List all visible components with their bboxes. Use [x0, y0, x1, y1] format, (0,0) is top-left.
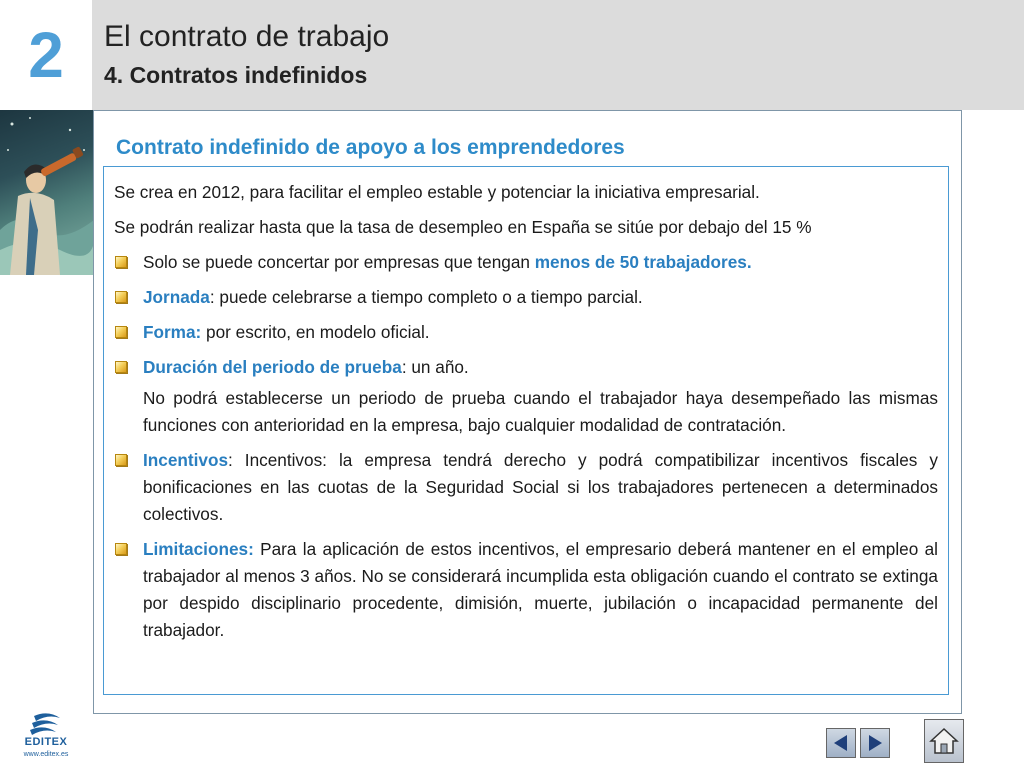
bullet-highlight: Jornada: [143, 287, 210, 307]
bullet-jornada: [114, 284, 938, 311]
bullet-text: : un año.: [401, 357, 469, 377]
bullet-highlight: Forma:: [143, 322, 202, 342]
square-bullet-icon: [115, 361, 127, 373]
arrow-right-icon: [865, 733, 885, 753]
editex-logo-mark-icon: [14, 712, 78, 736]
bullet-periodo-prueba: [114, 354, 938, 381]
next-slide-button[interactable]: [860, 728, 890, 758]
periodo-prueba-note: No podrá establecerse un periodo de prueba cuando el trabajador haya desempeñado las mismas funciones con anterioridad en la empresa, bajo cualquier modalidad de contratación.: [143, 388, 938, 435]
bullet-incentivos: [114, 447, 938, 528]
bullet-highlight: menos de 50 trabajadores.: [534, 252, 752, 272]
square-bullet-icon: [115, 543, 127, 555]
home-icon: [929, 726, 959, 756]
square-bullet-icon: [115, 256, 127, 268]
telescope-person-illustration: [0, 110, 94, 275]
section-title: Contrato indefinido de apoyo a los emprendedores: [116, 136, 625, 159]
illustration-image: [0, 110, 94, 275]
bullet-text: : puede celebrarse a tiempo completo o a tiempo parcial.: [209, 287, 643, 307]
bullet-company-size: [114, 249, 938, 276]
content-box: [103, 166, 949, 695]
bullet-highlight: Incentivos: [143, 450, 229, 470]
chapter-number: 2: [28, 19, 64, 91]
bullet-text: Solo se puede concertar por empresas que tengan: [143, 252, 535, 272]
intro-paragraph-1: Se crea en 2012, para facilitar el empleo estable y potenciar la iniciativa empresarial.: [114, 182, 760, 202]
square-bullet-icon: [115, 291, 127, 303]
bullet-text: Para la aplicación de estos incentivos, el empresario deberá mantener en el empleo al trabajador al menos 3 años. No se considerará incumplida esta obligación cuando el contrato se extinga por despido disciplinario procedente, dimisión, muerte, jubilación o incapacidad permanente del trabajador.: [143, 539, 938, 640]
bullet-text: : Incentivos: la empresa tendrá derecho y podrá compatibilizar incentivos fiscales y bonificaciones en las cuotas de la Seguridad Social si los trabajadores pertenecen a determinados colectivos.: [143, 450, 938, 524]
bullet-forma: [114, 319, 938, 346]
logo-url: www.editex.es: [23, 751, 69, 758]
bullet-highlight: Duración del periodo de prueba: [143, 357, 402, 377]
bullet-highlight: Limitaciones:: [143, 539, 254, 559]
logo-name: EDITEX: [24, 736, 68, 748]
page-title: El contrato de trabajo: [104, 20, 390, 53]
previous-slide-button[interactable]: [826, 728, 856, 758]
arrow-left-icon: [831, 733, 851, 753]
header-band: [92, 0, 1024, 110]
home-button[interactable]: [924, 719, 964, 763]
intro-paragraph-2: Se podrán realizar hasta que la tasa de desempleo en España se sitúe por debajo del 15 %: [114, 217, 812, 237]
bullet-text: por escrito, en modelo oficial.: [201, 322, 430, 342]
editex-logo: [14, 712, 78, 764]
square-bullet-icon: [115, 326, 127, 338]
page-subtitle: 4. Contratos indefinidos: [104, 62, 368, 88]
square-bullet-icon: [115, 454, 127, 466]
bullet-limitaciones: [114, 536, 938, 644]
